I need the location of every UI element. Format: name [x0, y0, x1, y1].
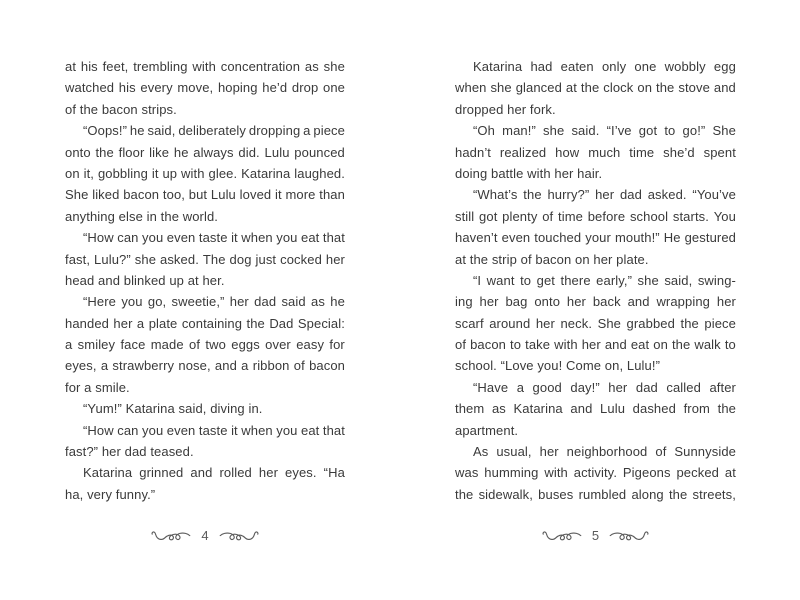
- flourish-right-icon: [219, 528, 259, 544]
- text-line: watched his every move, hoping he’d drop one: [65, 80, 345, 96]
- text-line: fast?” her dad teased.: [65, 444, 194, 460]
- text-line: them as Katarina and Lulu dashed from the: [455, 401, 736, 417]
- text-line: school. “Love you! Come on, Lulu!”: [455, 358, 661, 374]
- text-line: “How can you even taste it when you eat that: [83, 230, 345, 246]
- text-line: onto the floor like he always did. Lulu pounced: [65, 144, 345, 160]
- left-page-text: [65, 56, 345, 505]
- text-line: the sidewalk, buses rumbled along the streets,: [455, 486, 736, 502]
- text-line: apartment.: [455, 422, 519, 438]
- flourish-left-icon: [151, 528, 191, 544]
- text-line: dropped her fork.: [455, 101, 556, 117]
- text-line: “Oh man!” she said. “I’ve got to go!” She: [473, 123, 736, 139]
- left-page-footer: [65, 528, 345, 544]
- page-number: 4: [201, 528, 209, 543]
- text-line: “Here you go, sweetie,” her dad said as he: [83, 294, 345, 310]
- text-line: “I want to get there early,” she said, swing-: [473, 272, 736, 288]
- right-page-footer: [455, 528, 736, 544]
- text-line: hadn’t realized how much time she’d spent: [455, 144, 736, 160]
- text-line: “Yum!” Katarina said, diving in.: [83, 401, 263, 417]
- text-line: As usual, her neighborhood of Sunnyside: [473, 444, 736, 460]
- flourish-left-icon: [542, 528, 582, 544]
- text-line: doing battle with her hair.: [455, 165, 603, 181]
- text-line: fast, Lulu?” she asked. The dog just cocked her: [65, 251, 345, 267]
- flourish-right-icon: [609, 528, 649, 544]
- text-line: still got plenty of time before school starts. You: [455, 208, 736, 224]
- text-line: Katarina had eaten only one wobbly egg: [473, 59, 736, 74]
- left-page: [65, 56, 345, 576]
- text-line: She liked bacon too, but Lulu loved it more than: [65, 187, 345, 203]
- text-line: at the strip of bacon on her plate.: [455, 251, 649, 267]
- text-line: for a smile.: [65, 379, 130, 395]
- text-line: on it, gobbling it up with glee. Katarina laughed.: [65, 165, 345, 181]
- text-line: of the bacon strips.: [65, 101, 177, 117]
- text-line: at his feet, trembling with concentration as she: [65, 59, 345, 74]
- text-line: eyes, a strawberry nose, and a ribbon of bacon: [65, 358, 345, 374]
- right-page-text: [455, 56, 736, 505]
- text-line: “Have a good day!” her dad called after: [473, 379, 736, 395]
- text-line: scarf around her neck. She grabbed the piece: [455, 315, 736, 331]
- text-line: anything else in the world.: [65, 208, 219, 224]
- text-line: Katarina grinned and rolled her eyes. “Ha: [83, 465, 345, 481]
- text-line: a smiley face made of two eggs over easy for: [65, 337, 345, 353]
- text-line: was humming with activity. Pigeons pecked at: [455, 465, 736, 481]
- text-line: ha, very funny.”: [65, 486, 156, 502]
- text-line: handed her a plate containing the Dad Special:: [65, 315, 345, 331]
- text-line: haven’t even touched your mouth!” He gestured: [455, 230, 736, 246]
- text-line: of bacon to take with her and eat on the walk to: [455, 337, 736, 353]
- text-line: when she glanced at the clock on the stove and: [455, 80, 736, 96]
- text-line: “What’s the hurry?” her dad asked. “You’ve: [473, 187, 736, 203]
- text-line: ing her bag onto her back and wrapping her: [455, 294, 736, 310]
- text-line: head and blinked up at her.: [65, 272, 225, 288]
- text-line: “How can you even taste it when you eat that: [83, 422, 345, 438]
- page-number: 5: [591, 528, 600, 543]
- right-page: [455, 56, 736, 576]
- text-line: “Oops!” he said, deliberately dropping a piece: [83, 123, 345, 139]
